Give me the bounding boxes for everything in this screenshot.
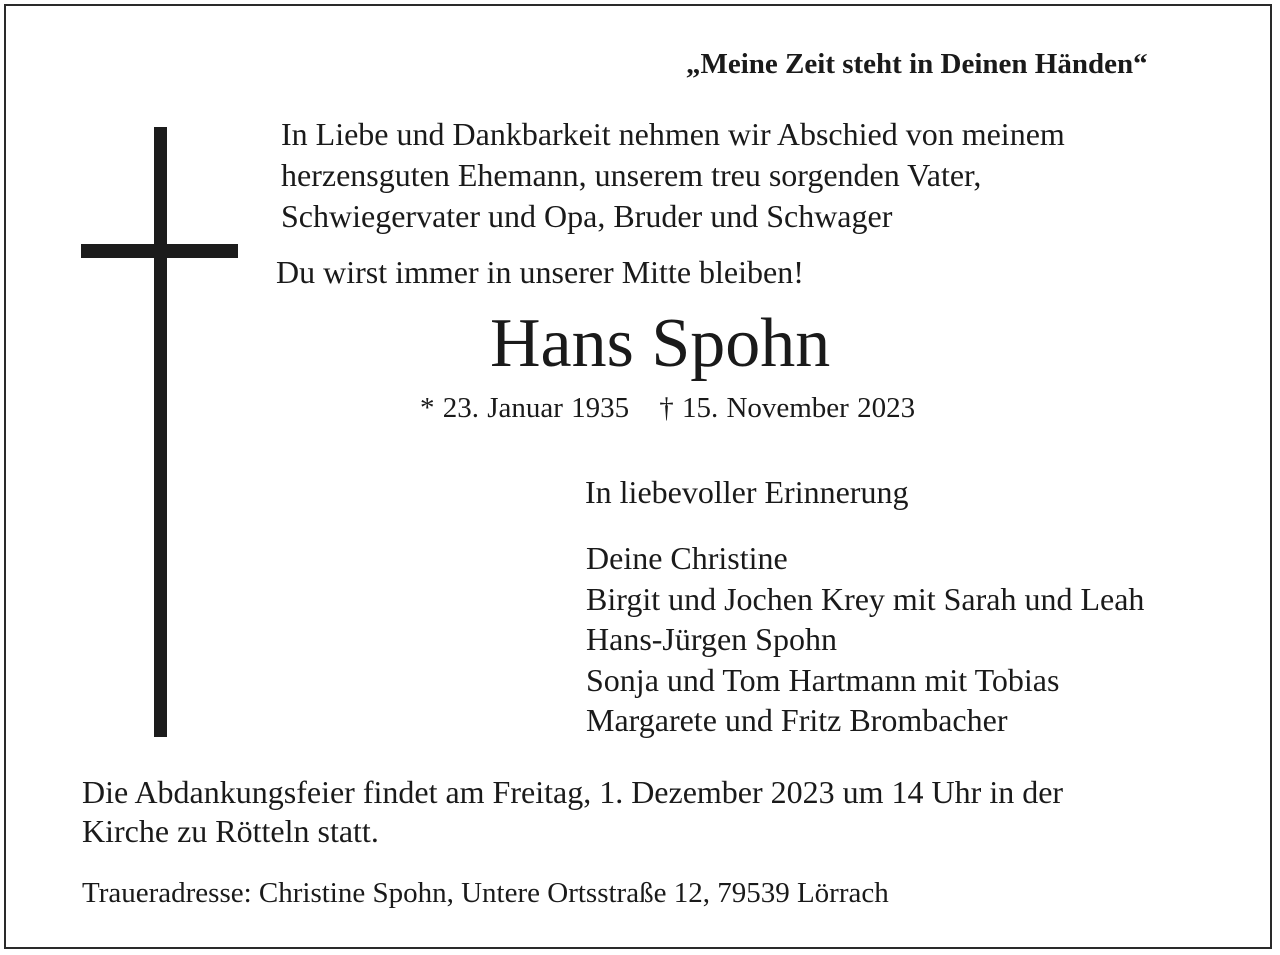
remain-phrase: Du wirst immer in unserer Mitte bleiben! xyxy=(276,254,804,290)
intro-line: Schwiegervater und Opa, Bruder und Schwager xyxy=(281,198,893,234)
service-info xyxy=(82,773,1063,851)
service-line: Die Abdankungsfeier findet am Freitag, 1. Dezember 2023 um 14 Uhr in der xyxy=(82,774,1064,810)
life-dates xyxy=(420,390,915,426)
deceased-name: Hans Spohn xyxy=(490,305,831,382)
family-member: Deine Christine xyxy=(586,540,788,576)
memory-phrase: In liebevoller Erinnerung xyxy=(585,474,909,510)
cross-vertical-bar xyxy=(154,127,167,737)
family-list xyxy=(586,538,1144,741)
service-line: Kirche zu Rötteln statt. xyxy=(82,813,379,849)
family-member: Hans-Jürgen Spohn xyxy=(586,621,837,657)
intro-text xyxy=(281,114,1065,237)
family-member: Sonja und Tom Hartmann mit Tobias xyxy=(586,661,1060,698)
intro-line: herzensguten Ehemann, unserem treu sorgenden Vater, xyxy=(281,157,982,193)
death-date: † 15. November 2023 xyxy=(659,392,916,424)
intro-line: In Liebe und Dankbarkeit nehmen wir Abschied von meinem xyxy=(281,116,1065,152)
family-member: Margarete und Fritz Brombacher xyxy=(586,702,1008,738)
motto-quote: „Meine Zeit steht in Deinen Händen“ xyxy=(686,48,1148,80)
family-member: Birgit und Jochen Krey mit Sarah und Leah xyxy=(586,580,1145,617)
cross-horizontal-bar xyxy=(81,244,238,258)
mourning-address: Traueradresse: Christine Spohn, Untere Ortsstraße 12, 79539 Lörrach xyxy=(82,877,889,909)
birth-date: * 23. Januar 1935 xyxy=(420,392,630,424)
